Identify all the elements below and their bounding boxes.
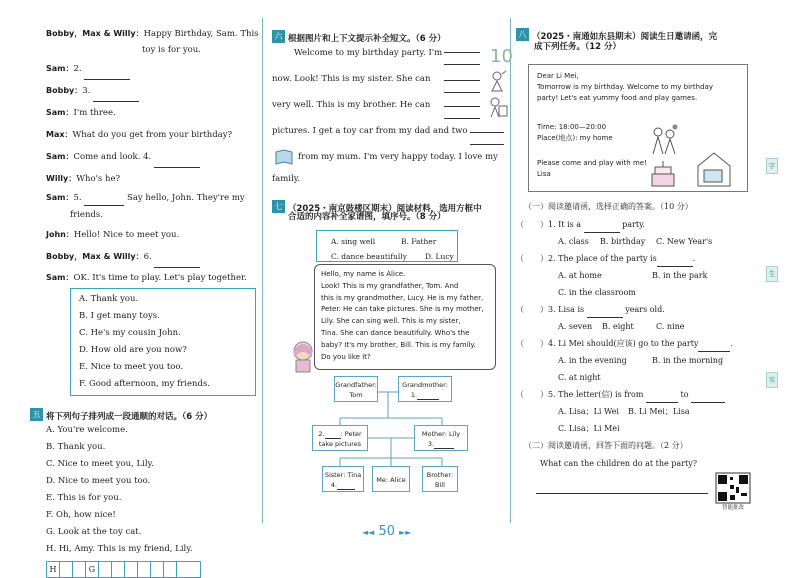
node-label: Mother: Lily <box>421 430 461 438</box>
invite-greeting: Dear Li Mei, <box>537 72 579 80</box>
question-3-options <box>516 318 760 335</box>
tree-blank-2[interactable] <box>325 431 341 439</box>
node-label: Brother: <box>426 471 454 479</box>
option: B. Father <box>401 237 437 246</box>
answer-blank[interactable] <box>587 309 623 318</box>
speaker: Bobby，Max & Willy： <box>46 252 144 261</box>
tree-node-brother <box>422 466 458 492</box>
answer-blank-6[interactable] <box>154 259 200 268</box>
passage-line: baby? It's my brother, Bill. This is my family. <box>321 340 476 349</box>
option[interactable]: A. seven <box>558 322 593 331</box>
question-text: to <box>677 390 689 399</box>
answer-blank[interactable] <box>470 136 504 145</box>
column-middle <box>262 0 513 520</box>
answer-blank[interactable] <box>657 258 693 267</box>
option[interactable]: B. in the morning <box>652 356 724 365</box>
question-4 <box>516 335 760 352</box>
section-title: 将下列句子排列成一段通顺的对话。（6 分） <box>46 412 213 422</box>
line-text: Who's he? <box>76 174 121 184</box>
invite-place: Place(地点): my home <box>537 134 613 142</box>
next-arrow-icon[interactable]: ►► <box>399 528 412 537</box>
line-text: Hello! Nice to meet you. <box>73 230 180 240</box>
sentence: C. Nice to meet you, Lily. <box>46 459 154 469</box>
grid-cell[interactable]: H <box>47 562 60 577</box>
answer-blank[interactable] <box>444 98 480 107</box>
answer-blank[interactable] <box>698 343 730 352</box>
tree-node-me <box>372 466 410 492</box>
answer-blank-5[interactable] <box>84 197 124 206</box>
section-6-header <box>272 26 504 44</box>
line-text: Happy Birthday, Sam. This <box>143 29 259 39</box>
column-left <box>0 0 262 574</box>
answer-order-grid <box>46 561 201 578</box>
invite-closing: Please come and play with me! <box>537 159 647 167</box>
passage-line: Hello, my name is Alice. <box>321 270 406 278</box>
question-1 <box>516 216 760 233</box>
passage-line: Look! This is my grandfather, Tom. And <box>321 281 459 290</box>
speaker: Bobby，Max & Willy： <box>46 29 144 38</box>
invitation-area <box>516 58 760 198</box>
line-text: 3. <box>82 86 94 96</box>
speaker: Willy： <box>46 174 77 183</box>
question-text: （ ）1. It is a <box>516 220 584 229</box>
node-value: 1. <box>410 391 418 399</box>
question-5-options <box>516 403 760 420</box>
passage-line: Do you like it? <box>321 352 371 361</box>
speaker: Sam： <box>46 152 74 161</box>
page-number: 50 <box>378 524 395 539</box>
sentence: H. Hi, Amy. This is my friend, Lily. <box>46 544 193 554</box>
node-label: Me: Alice <box>376 476 406 484</box>
section-number: 五 <box>30 408 43 421</box>
page-footer <box>0 522 800 552</box>
question-4-options <box>516 369 760 386</box>
sentence: E. This is for you. <box>46 493 122 503</box>
grid-cell[interactable] <box>164 562 177 577</box>
invite-body: Tomorrow is my birthday. Welcome to my birthday <box>537 83 713 91</box>
question-text: （ ）2. The place of the party is <box>516 254 657 263</box>
question-4-options <box>516 352 760 369</box>
grid-cell[interactable] <box>99 562 112 577</box>
question-text: . <box>692 254 696 263</box>
column-right <box>510 0 760 520</box>
grid-cell[interactable] <box>112 562 125 577</box>
passage-line: Welcome to my birthday party. I'm <box>294 48 443 58</box>
option: B. I get many toys. <box>79 311 160 321</box>
line-text: Say hello, John. They're my <box>127 193 245 203</box>
passage-line: Lily. She can sing well. This is my sister, <box>321 317 461 326</box>
speaker: Bobby： <box>46 86 83 95</box>
question-1-options <box>516 233 760 250</box>
answer-blank[interactable] <box>444 44 480 53</box>
answer-blank-4[interactable] <box>154 159 200 168</box>
girl-singing-icon <box>486 70 508 92</box>
house-icon <box>694 150 734 188</box>
tree-node-grandmother <box>398 376 452 402</box>
line-text: I'm three. <box>73 108 116 118</box>
option[interactable]: A. Lisa；Li Wei <box>558 407 619 416</box>
section-7-header <box>272 196 504 214</box>
option[interactable]: B. eight <box>602 322 634 331</box>
question-text: years old. <box>622 305 665 314</box>
sentence: D. Nice to meet you too. <box>46 476 151 486</box>
section-number: 六 <box>272 30 285 43</box>
passage-line: from my mum. I'm very happy today. I love my <box>298 152 498 162</box>
side-tab[interactable]: 字 <box>766 158 778 174</box>
answer-blank-3[interactable] <box>93 93 139 102</box>
invite-time: Time: 18:00—20:00 <box>537 123 607 131</box>
section-title: 合适的内容补全家谱图，填序号。（8 分） <box>288 212 446 222</box>
tree-node-mother <box>414 425 468 451</box>
option: E. Nice to meet you too. <box>79 362 184 372</box>
option[interactable]: B. Li Mei；Lisa <box>628 407 690 416</box>
answer-blank-2[interactable] <box>84 71 130 80</box>
question-text: （ ）5. The letter(信) is from <box>516 390 646 399</box>
grid-cell[interactable] <box>125 562 138 577</box>
answer-blank[interactable] <box>470 124 504 133</box>
option[interactable]: A. in the evening <box>558 356 627 365</box>
question-5 <box>516 386 760 403</box>
boy-drawing-icon <box>486 96 508 118</box>
option: D. How old are you now? <box>79 345 187 355</box>
option[interactable]: C. in the classroom <box>558 288 636 297</box>
birthday-cake-icon <box>648 158 678 190</box>
node-value: 4. <box>330 481 338 489</box>
tree-node-sister <box>322 466 364 492</box>
answer-blank[interactable] <box>444 72 480 81</box>
passage-line: family. <box>272 174 301 184</box>
section-5-header <box>30 404 254 420</box>
book-icon <box>274 148 294 166</box>
qr-code-icon <box>716 473 750 503</box>
grid-cell[interactable] <box>73 562 86 577</box>
grid-cell[interactable] <box>177 562 190 577</box>
line-text: 5. <box>73 193 85 203</box>
grid-cell[interactable] <box>60 562 73 577</box>
part-2-title: （二）阅读邀请函，回答下面的问题。（2 分） <box>524 441 688 450</box>
node-value: take pictures <box>318 440 362 448</box>
sentence: B. Thank you. <box>46 442 106 452</box>
node-value: Tom <box>349 391 363 399</box>
question-text: （ ）3. Lisa is <box>516 305 587 314</box>
line-text: friends. <box>70 210 103 220</box>
section-title: （2025・南通如东县期末）阅读生日邀请函，完 <box>532 32 718 42</box>
line-text: toy is for you. <box>142 45 201 55</box>
option[interactable]: C. nine <box>656 322 685 331</box>
answer-line[interactable] <box>536 485 708 494</box>
side-tab[interactable]: 实 <box>766 372 778 388</box>
speaker: Sam： <box>46 193 74 202</box>
passage-line: this is my grandmother, Lucy. He is my father, <box>321 293 484 302</box>
speaker: Sam： <box>46 64 74 73</box>
passage-line: Peter. He can take pictures. She is my mother, <box>321 305 484 314</box>
sentence: G. Look at the toy cat. <box>46 527 142 537</box>
section-title: 成下列任务。（12 分） <box>534 42 622 52</box>
question-text: （ ）4. Li Mei should(应该) go to the party <box>516 339 699 348</box>
party-people-icon <box>648 124 680 156</box>
answer-blank[interactable] <box>444 56 480 65</box>
node-value: 3. <box>427 440 435 448</box>
grid-cell[interactable] <box>138 562 151 577</box>
node-label: : Peter <box>340 430 362 438</box>
node-label: Grandmother: <box>402 381 448 389</box>
question-text: party. <box>619 220 646 229</box>
speaker: John： <box>46 230 74 239</box>
passage-line: now. Look! This is my sister. She can <box>272 74 431 84</box>
section-number: 八 <box>516 28 529 41</box>
answer-blank[interactable] <box>584 224 620 233</box>
question-2-options <box>516 284 760 301</box>
grid-cell[interactable]: G <box>86 562 99 577</box>
option[interactable]: A. at home <box>558 271 602 280</box>
option[interactable]: C. at night <box>558 373 601 382</box>
option[interactable]: C. New Year's <box>656 237 713 246</box>
option[interactable]: A. class <box>558 237 589 246</box>
node-value: Bill <box>435 481 445 489</box>
passage-line: very well. This is my brother. He can <box>272 100 431 110</box>
section-8-header <box>516 24 760 40</box>
section-title: 根据图片和上下文提示补全短文。（6 分） <box>288 34 446 44</box>
option: C. dance beautifully <box>331 252 407 261</box>
line-text: What do you get from your birthday? <box>72 130 233 140</box>
speaker: Sam： <box>46 273 74 282</box>
invite-body: party! Let's eat yummy food and play games. <box>537 94 698 102</box>
tree-blank-4[interactable] <box>337 482 355 490</box>
answer-blank[interactable] <box>691 394 725 403</box>
line-text: OK. It's time to play. Let's play together. <box>73 273 247 283</box>
option-box <box>70 288 256 396</box>
tree-node-grandfather <box>334 376 378 402</box>
part-1-title: （一）阅读邀请函，选择正确的答案。（10 分） <box>524 202 693 211</box>
question-text: . <box>730 339 734 348</box>
option-box <box>316 230 458 262</box>
line-text: 2. <box>73 64 85 74</box>
option[interactable]: B. birthday <box>600 237 646 246</box>
option: F. Good afternoon, my friends. <box>79 379 210 389</box>
question-5-options <box>516 420 760 437</box>
option: A. sing well <box>331 237 376 246</box>
prev-arrow-icon[interactable]: ◄◄ <box>362 528 375 537</box>
question-2 <box>516 250 760 267</box>
invite-signature: Lisa <box>537 170 551 178</box>
tree-blank-1[interactable] <box>417 392 439 400</box>
tree-blank-3[interactable] <box>434 441 454 449</box>
node-label: Grandfather: <box>335 381 377 389</box>
sentence: F. Oh, how nice! <box>46 510 116 520</box>
line-text: 6. <box>143 252 155 262</box>
speaker: Sam： <box>46 108 74 117</box>
node-label: Sister: Tina <box>324 471 362 479</box>
answer-blank[interactable] <box>646 394 678 403</box>
option[interactable]: B. in the park <box>652 271 708 280</box>
answer-blank[interactable] <box>444 84 480 93</box>
part-2-question: What can the children do at the party? <box>540 459 698 468</box>
number-ten-picture: 10 <box>490 46 513 67</box>
qr-caption: 智能批改 <box>721 505 744 511</box>
option: D. Lucy <box>425 252 454 261</box>
side-tab[interactable]: 生 <box>766 266 778 282</box>
option[interactable]: C. Lisa；Li Mei <box>558 424 620 433</box>
grid-cell[interactable] <box>151 562 164 577</box>
section-title: （2025・南京鼓楼区期末）阅读材料，选用方框中 <box>288 204 482 214</box>
passage-line: Tina. She can dance beautifully. Who's the <box>321 328 470 337</box>
answer-blank[interactable] <box>444 110 480 119</box>
tree-node-father <box>312 425 368 451</box>
question-2-options <box>516 267 760 284</box>
passage-line: pictures. I get a toy car from my dad and two <box>272 126 468 136</box>
sentence: A. You're welcome. <box>46 425 128 435</box>
speaker: Max： <box>46 130 73 139</box>
section-number: 七 <box>272 200 285 213</box>
family-tree-area <box>272 262 504 502</box>
option: C. He's my cousin John. <box>79 328 181 338</box>
question-3 <box>516 301 760 318</box>
option: A. Thank you. <box>79 294 139 304</box>
line-text: Come and look. 4. <box>73 152 154 162</box>
node-value: 2. <box>318 430 325 438</box>
section-6-body <box>272 44 513 196</box>
answer-line-area <box>516 473 760 513</box>
